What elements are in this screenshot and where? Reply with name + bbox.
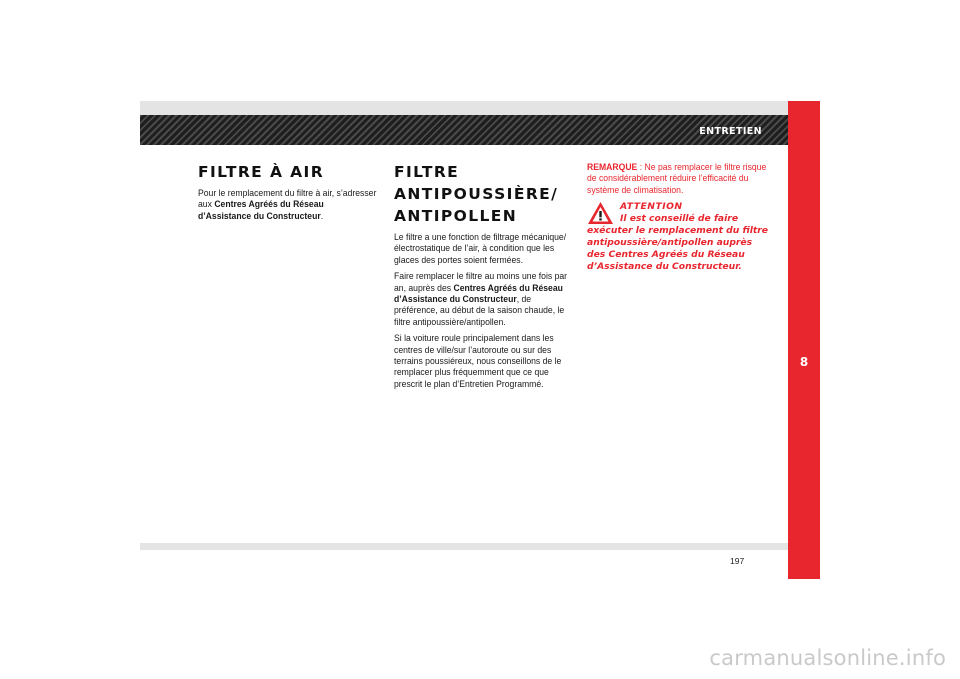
cabin-filter-paragraph-3: Si la voiture roule principalement dans les centres de ville/sur l’autoroute ou sur des terrains poussiéreux, nous conseillons de le remplacer plus fréquemment que ce que prescrit le plan d’Entretien Programmé. [394,332,562,389]
cabin-filter-paragraph-1: Le filtre a une fonction de filtrage mécanique/ électrostatique de l’air, à condition que les glaces des portes soient fermées. [394,231,567,265]
title-line: ANTIPOUSSIÈRE/ [394,185,559,203]
bold-text-run: Centres Agréés du Réseau d’Assistance du Constructeur [394,281,563,305]
column-cabin-filter [394,161,572,394]
remark-label: REMARQUE [587,161,638,172]
title-line: FILTRE [394,163,460,181]
remark-paragraph [587,161,771,195]
warning-triangle-icon [587,201,614,225]
watermark-text: carmanualsonline.info [709,646,946,670]
attention-line: d’Assistance du Constructeur. [587,261,742,273]
attention-line: exécuter le remplacement du filtre [587,225,769,237]
air-filter-paragraph [198,187,379,221]
column-remark [587,161,772,273]
attention-line: Il est conseillé de faire [620,213,739,225]
text-run: , de préférence, au début de la saison chaude, le filtre antipoussière/antipollen. [394,293,565,327]
chapter-number: 8 [799,355,809,369]
air-filter-title: FILTRE À AIR [198,163,325,181]
attention-line: antipoussière/antipollen auprès [587,237,753,249]
section-header-title: ENTRETIEN [699,126,762,137]
cabin-filter-paragraph-2 [394,270,571,327]
attention-box [587,201,772,273]
remark-text: : Ne pas remplacer le filtre risque de considérablement réduire l’efficacité du système de climatisation. [587,161,767,195]
text-run: Pour le remplacement du filtre à air, s’adresser aux [198,187,377,210]
bottom-band [140,543,788,550]
bold-text-run: Centres Agréés du Réseau d’Assistance du Constructeur [198,198,324,221]
column-air-filter [198,161,380,226]
top-band [140,101,788,115]
chapter-tab [788,101,820,579]
title-line: ANTIPOLLEN [394,207,518,225]
page-number: 197 [730,556,745,566]
text-run: Faire remplacer le filtre au moins une fois par an, auprès des [394,270,568,293]
attention-line: des Centres Agréés du Réseau [587,249,745,261]
cabin-filter-title [394,161,572,227]
header-bar [140,115,788,145]
text-run: . [320,209,324,221]
attention-title: ATTENTION [620,201,683,213]
